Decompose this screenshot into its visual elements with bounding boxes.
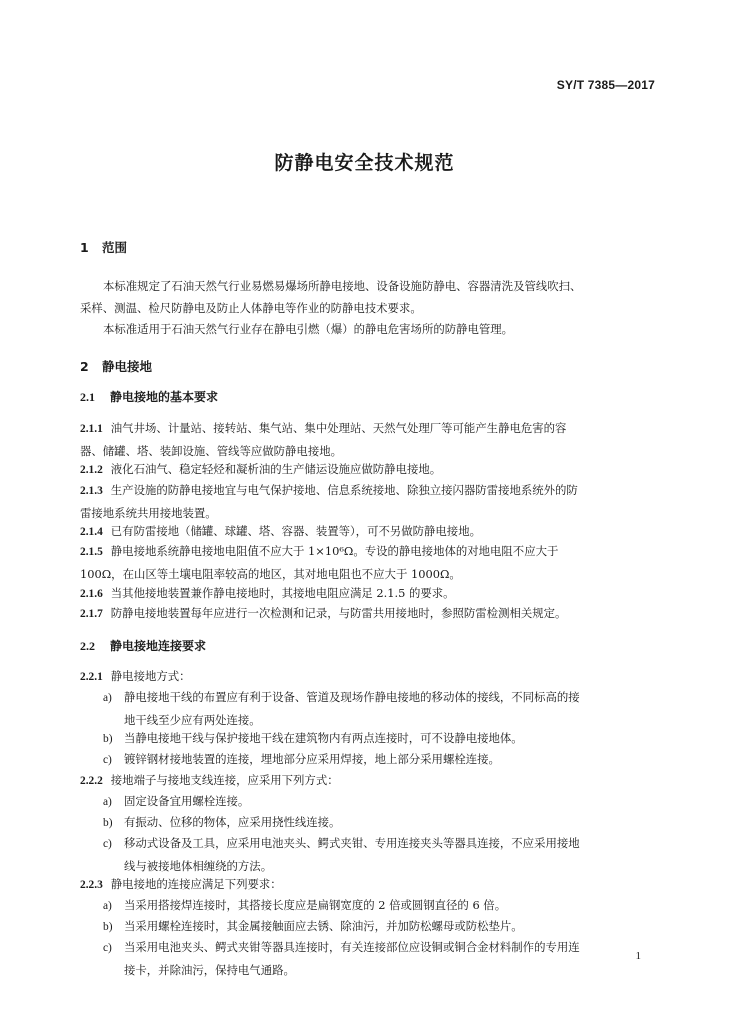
item-label: a) xyxy=(103,900,112,912)
text-line: 静电接地方式： xyxy=(110,669,191,683)
section-title: 范围 xyxy=(102,240,128,255)
text-line: 已有防雷接地（储罐、球罐、塔、容器、装置等），可不另做防静电接地。 xyxy=(110,524,481,538)
text-line: 当静电接地干线与保护接地干线在建筑物内有两点连接时，可不设静电接地体。 xyxy=(124,731,523,745)
subsection-title: 静电接地的基本要求 xyxy=(110,390,219,404)
scope-paragraph-1 xyxy=(80,276,654,319)
list-item-2-2-1-a xyxy=(103,687,654,731)
text-line: 镀锌钢材接地装置的连接，埋地部分应采用焊接，地上部分采用螺栓连接。 xyxy=(124,752,500,766)
text-line: 100Ω，在山区等土壤电阻率较高的地区，其对地电阻也不应大于 1000Ω。 xyxy=(80,566,461,581)
section-number: 2 xyxy=(80,359,89,374)
text-line: 生产设施的防静电接地宜与电气保护接地、信息系统接地、除独立接闪器防雷接地系统外的防 xyxy=(110,483,578,497)
text-line: 移动式设备及工具，应采用电池夹头、鳄式夹钳、专用连接夹头等器具连接，不应采用接地 xyxy=(124,836,580,850)
text-line: 静电接地的连接应满足下列要求： xyxy=(110,877,282,891)
clause-number: 2.1.1 xyxy=(80,423,103,435)
text-line: 油气井场、计量站、接转站、集气站、集中处理站、天然气处理厂等可能产生静电危害的容 xyxy=(110,421,567,435)
page-number: 1 xyxy=(635,950,641,962)
clause-number: 2.1.6 xyxy=(80,588,103,600)
clause-number: 2.2.3 xyxy=(80,879,103,891)
text-line: 线与被接地体相缠绕的方法。 xyxy=(124,858,273,873)
document-title: 防静电安全技术规范 xyxy=(274,152,455,174)
list-item-2-2-2-a xyxy=(103,791,654,814)
clause-2-2-3 xyxy=(80,874,654,897)
text-line: 当采用螺栓连接时，其金属接触面应去锈、除油污，并加防松螺母或防松垫片。 xyxy=(124,919,523,933)
text-line: 接地端子与接地支线连接，应采用下列方式： xyxy=(110,773,339,787)
clause-2-2-2 xyxy=(80,770,654,793)
clause-number: 2.1.3 xyxy=(80,485,103,497)
clause-number: 2.1.7 xyxy=(80,608,103,620)
clause-number: 2.1.4 xyxy=(80,526,103,538)
text-line: 器、储罐、塔、装卸设施、管线等应做防静电接地。 xyxy=(80,443,342,458)
section-heading-2 xyxy=(80,357,152,375)
list-item-2-2-3-a xyxy=(103,895,654,918)
clause-2-1-5 xyxy=(80,541,654,585)
text-line: 液化石油气、稳定轻烃和凝析油的生产储运设施应做防静电接地。 xyxy=(110,462,442,476)
scope-paragraph-2: 本标准适用于石油天然气行业存在静电引燃（爆）的静电危害场所的防静电管理。 xyxy=(103,322,514,336)
text-line: 静电接地干线的布置应有利于设备、管道及现场作静电接地的移动体的接线，不同标高的接 xyxy=(124,690,580,704)
clause-number: 2.2.2 xyxy=(80,775,103,787)
text-line: 有振动、位移的物体，应采用挠性线连接。 xyxy=(124,815,341,829)
item-label: b) xyxy=(103,921,113,933)
text-line: 采样、测温、检尺防静电及防止人体静电等作业的防静电技术要求。 xyxy=(80,300,422,315)
list-item-2-2-3-b xyxy=(103,916,654,939)
text-line: 雷接地系统共用接地装置。 xyxy=(80,505,217,520)
item-label: c) xyxy=(103,754,112,766)
clause-2-1-2 xyxy=(80,459,654,482)
item-label: c) xyxy=(103,942,112,954)
standard-code: SY/T 7385—2017 xyxy=(556,78,655,92)
section-heading-1 xyxy=(80,238,127,256)
clause-2-2-1 xyxy=(80,666,654,689)
clause-number: 2.2.1 xyxy=(80,671,103,683)
clause-number: 2.1.5 xyxy=(80,546,103,558)
list-item-2-2-1-c xyxy=(103,749,654,772)
subsection-number: 2.2 xyxy=(80,639,95,653)
text-line: 当其他接地装置兼作静电接地时，其接地电阻应满足 2.1.5 的要求。 xyxy=(110,586,455,600)
list-item-2-2-2-c xyxy=(103,833,654,877)
list-item-2-2-3-c xyxy=(103,937,654,981)
clause-2-1-7 xyxy=(80,603,654,626)
item-label: a) xyxy=(103,692,112,704)
clause-number: 2.1.2 xyxy=(80,464,103,476)
subsection-heading-2-1 xyxy=(80,388,218,405)
clause-2-1-1 xyxy=(80,418,654,462)
text-line: 接卡，并除油污，保持电气通路。 xyxy=(124,962,295,977)
list-item-2-2-2-b xyxy=(103,812,654,835)
list-item-2-2-1-b xyxy=(103,728,654,751)
item-label: b) xyxy=(103,733,113,745)
text-line: 本标准规定了石油天然气行业易燃易爆场所静电接地、设备设施防静电、容器清洗及管线吹扫、 xyxy=(103,279,582,293)
item-label: a) xyxy=(103,796,112,808)
text-line: 防静电接地装置每年应进行一次检测和记录，与防雷共用接地时，参照防雷检测相关规定。 xyxy=(110,606,567,620)
item-label: c) xyxy=(103,838,112,850)
subsection-title: 静电接地连接要求 xyxy=(110,639,207,653)
subsection-heading-2-2 xyxy=(80,637,206,654)
text-line: 当采用搭接焊连接时，其搭接长度应是扁钢宽度的 2 倍或圆钢直径的 6 倍。 xyxy=(124,898,507,912)
text-line: 当采用电池夹头、鳄式夹钳等器具连接时，有关连接部位应设铜或铜合金材料制作的专用连 xyxy=(124,940,580,954)
section-title: 静电接地 xyxy=(102,359,153,374)
text-line: 地干线至少应有两处连接。 xyxy=(124,712,261,727)
text-line: 固定设备宜用螺栓连接。 xyxy=(124,794,250,808)
subsection-number: 2.1 xyxy=(80,390,95,404)
item-label: b) xyxy=(103,817,113,829)
text-line: 静电接地系统静电接地电阻值不应大于 1×10⁶Ω。专设的静电接地体的对地电阻不应大于 xyxy=(110,544,559,558)
clause-2-1-3 xyxy=(80,480,654,524)
section-number: 1 xyxy=(80,240,89,255)
